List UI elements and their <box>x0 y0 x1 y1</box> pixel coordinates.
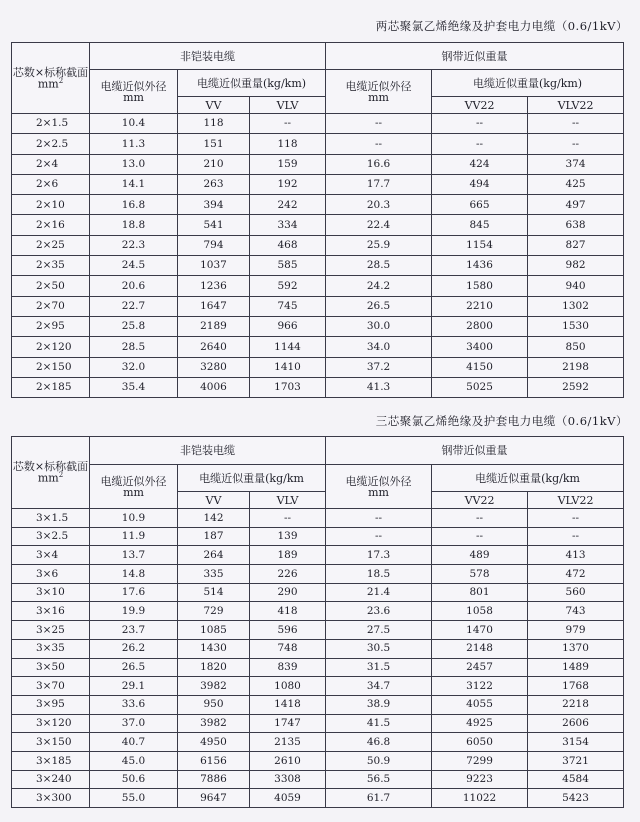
vlv22-weight-cell: 638 <box>528 215 624 235</box>
table-row <box>12 357 624 377</box>
vv22-weight-cell: 4925 <box>432 714 528 733</box>
vlv-weight-cell: 118 <box>250 134 326 154</box>
vlv22-weight-cell: 850 <box>528 337 624 357</box>
armored-outer-diameter-cell: 25.9 <box>326 235 432 255</box>
table-row <box>12 256 624 276</box>
vv22-header: VV22 <box>432 492 528 509</box>
vv22-weight-cell: 665 <box>432 195 528 215</box>
spec-cell: 2×120 <box>12 337 90 357</box>
vlv22-weight-cell: 827 <box>528 235 624 255</box>
vv-weight-cell: 3280 <box>178 357 250 377</box>
table-row <box>12 377 624 397</box>
outer-diameter-cell: 20.6 <box>90 276 178 296</box>
vv22-weight-cell: 845 <box>432 215 528 235</box>
vlv-weight-cell: 839 <box>250 658 326 677</box>
spec-cell: 3×70 <box>12 677 90 696</box>
vlv-weight-cell: 139 <box>250 527 326 546</box>
vv-weight-cell: 1085 <box>178 621 250 640</box>
vlv22-weight-cell: -- <box>528 527 624 546</box>
armored-outer-diameter-cell: 28.5 <box>326 256 432 276</box>
vlv22-weight-cell: -- <box>528 114 624 134</box>
spec-cell: 2×50 <box>12 276 90 296</box>
table-row <box>12 195 624 215</box>
vlv-weight-cell: 192 <box>250 174 326 194</box>
outer-diameter-cell: 37.0 <box>90 714 178 733</box>
spec-cell: 2×6 <box>12 174 90 194</box>
vlv22-weight-cell: 3154 <box>528 733 624 752</box>
outer-diameter-cell: 35.4 <box>90 377 178 397</box>
vlv22-weight-cell: 1302 <box>528 296 624 316</box>
table-row <box>12 639 624 658</box>
armored-outer-diameter-cell: 21.4 <box>326 583 432 602</box>
vv22-weight-cell: 7299 <box>432 751 528 770</box>
vv-weight-cell: 335 <box>178 565 250 584</box>
two-core-title: 两芯聚氯乙烯绝缘及护套电力电缆（0.6/1kV） <box>375 19 628 33</box>
vv-weight-cell: 514 <box>178 583 250 602</box>
vv-weight-cell: 187 <box>178 527 250 546</box>
armored-outer-diameter-cell: 50.9 <box>326 751 432 770</box>
vv-weight-cell: 7886 <box>178 770 250 789</box>
vlv-weight-cell: 745 <box>250 296 326 316</box>
outer-diameter-cell: 17.6 <box>90 583 178 602</box>
table-row <box>12 527 624 546</box>
table-row <box>12 733 624 752</box>
vv22-weight-cell: -- <box>432 527 528 546</box>
outer-diameter-cell: 13.7 <box>90 546 178 565</box>
vlv-weight-cell: 1410 <box>250 357 326 377</box>
table-row <box>12 677 624 696</box>
vv22-weight-cell: 489 <box>432 546 528 565</box>
spec-cell: 3×95 <box>12 695 90 714</box>
table-row <box>12 751 624 770</box>
vv22-weight-cell: 9223 <box>432 770 528 789</box>
spec-cell: 3×4 <box>12 546 90 565</box>
vv-weight-cell: 9647 <box>178 789 250 808</box>
vlv-weight-cell: 966 <box>250 316 326 336</box>
vv22-weight-cell: 2457 <box>432 658 528 677</box>
armored-outer-diameter-cell: 22.4 <box>326 215 432 235</box>
vlv-weight-cell: 1418 <box>250 695 326 714</box>
vv22-weight-cell: 1436 <box>432 256 528 276</box>
vlv-weight-cell: 290 <box>250 583 326 602</box>
spec-cell: 3×6 <box>12 565 90 584</box>
spec-cell: 3×2.5 <box>12 527 90 546</box>
armored-outer-diameter-cell: 17.3 <box>326 546 432 565</box>
three-core-table <box>11 436 624 808</box>
vlv22-weight-cell: 2218 <box>528 695 624 714</box>
vlv-weight-cell: 592 <box>250 276 326 296</box>
table-row <box>12 714 624 733</box>
vv-weight-cell: 4006 <box>178 377 250 397</box>
outer-diameter-cell: 19.9 <box>90 602 178 621</box>
armored-outer-diameter-cell: 30.0 <box>326 316 432 336</box>
vlv-weight-cell: -- <box>250 114 326 134</box>
weight-header: 电缆近似重量(kg/km <box>178 465 326 492</box>
vlv22-weight-cell: 413 <box>528 546 624 565</box>
vv-weight-cell: 2189 <box>178 316 250 336</box>
vv22-weight-cell: 5025 <box>432 377 528 397</box>
table-row <box>12 621 624 640</box>
vlv-weight-cell: 1747 <box>250 714 326 733</box>
outer-diameter-cell: 40.7 <box>90 733 178 752</box>
vlv22-weight-cell: 982 <box>528 256 624 276</box>
two-core-table <box>11 42 624 398</box>
outer-diameter-cell: 11.3 <box>90 134 178 154</box>
vlv22-weight-cell: 374 <box>528 154 624 174</box>
vlv22-weight-cell: 5423 <box>528 789 624 808</box>
armored-outer-diameter-cell: 34.7 <box>326 677 432 696</box>
outer-diameter-cell: 10.4 <box>90 114 178 134</box>
vv-weight-cell: 1236 <box>178 276 250 296</box>
weight-header-armored: 电缆近似重量(kg/km <box>432 465 624 492</box>
vv-weight-cell: 1430 <box>178 639 250 658</box>
spec-cell: 3×185 <box>12 751 90 770</box>
vlv-weight-cell: 468 <box>250 235 326 255</box>
od-header-armored: 电缆近似外径 mm <box>326 465 432 509</box>
spec-cell: 2×70 <box>12 296 90 316</box>
table-row <box>12 134 624 154</box>
vlv22-weight-cell: 2592 <box>528 377 624 397</box>
vlv-weight-cell: 334 <box>250 215 326 235</box>
outer-diameter-cell: 50.6 <box>90 770 178 789</box>
vlv22-weight-cell: 4584 <box>528 770 624 789</box>
outer-diameter-cell: 14.1 <box>90 174 178 194</box>
vlv22-weight-cell: 3721 <box>528 751 624 770</box>
spec-cell: 3×25 <box>12 621 90 640</box>
vv-weight-cell: 3982 <box>178 677 250 696</box>
vv-weight-cell: 541 <box>178 215 250 235</box>
vv22-weight-cell: 2800 <box>432 316 528 336</box>
vv22-weight-cell: 11022 <box>432 789 528 808</box>
armored-outer-diameter-cell: 26.5 <box>326 296 432 316</box>
vlv22-header: VLV22 <box>528 97 624 114</box>
vv-weight-cell: 794 <box>178 235 250 255</box>
armored-outer-diameter-cell: 56.5 <box>326 770 432 789</box>
table-row <box>12 509 624 528</box>
vv-weight-cell: 151 <box>178 134 250 154</box>
vv-weight-cell: 950 <box>178 695 250 714</box>
armored-header: 钢带近似重量 <box>326 437 624 465</box>
table-row <box>12 154 624 174</box>
vlv-weight-cell: 189 <box>250 546 326 565</box>
spec-header: 芯数×标称截面 $mm^2$ <box>12 43 90 114</box>
vv22-weight-cell: 4150 <box>432 357 528 377</box>
vlv22-weight-cell: -- <box>528 509 624 528</box>
outer-diameter-cell: 14.8 <box>90 565 178 584</box>
spec-cell: 3×10 <box>12 583 90 602</box>
outer-diameter-cell: 32.0 <box>90 357 178 377</box>
vlv-weight-cell: 1703 <box>250 377 326 397</box>
weight-header: 电缆近似重量(kg/km) <box>178 70 326 97</box>
outer-diameter-cell: 11.9 <box>90 527 178 546</box>
vv-weight-cell: 1820 <box>178 658 250 677</box>
outer-diameter-cell: 45.0 <box>90 751 178 770</box>
outer-diameter-cell: 18.8 <box>90 215 178 235</box>
vlv-weight-cell: 418 <box>250 602 326 621</box>
armored-outer-diameter-cell: -- <box>326 509 432 528</box>
table-row <box>12 276 624 296</box>
armored-outer-diameter-cell: 18.5 <box>326 565 432 584</box>
vlv22-weight-cell: 472 <box>528 565 624 584</box>
spec-cell: 2×16 <box>12 215 90 235</box>
spec-cell: 3×300 <box>12 789 90 808</box>
vv-weight-cell: 263 <box>178 174 250 194</box>
spec-cell: 2×25 <box>12 235 90 255</box>
vlv22-weight-cell: 1768 <box>528 677 624 696</box>
spec-cell: 3×35 <box>12 639 90 658</box>
table-row <box>12 337 624 357</box>
table-row <box>12 174 624 194</box>
vlv22-weight-cell: 560 <box>528 583 624 602</box>
table-row <box>12 215 624 235</box>
armored-outer-diameter-cell: 16.6 <box>326 154 432 174</box>
weight-header-armored: 电缆近似重量(kg/km) <box>432 70 624 97</box>
vv-weight-cell: 210 <box>178 154 250 174</box>
spec-header: 芯数×标称截面 $mm^2$ <box>12 437 90 509</box>
vv22-weight-cell: 1058 <box>432 602 528 621</box>
vv22-weight-cell: 3122 <box>432 677 528 696</box>
vlv-weight-cell: 1080 <box>250 677 326 696</box>
vv-weight-cell: 729 <box>178 602 250 621</box>
od-header: 电缆近似外径 mm <box>90 465 178 509</box>
vv-weight-cell: 2640 <box>178 337 250 357</box>
vlv22-weight-cell: 743 <box>528 602 624 621</box>
vv-weight-cell: 1037 <box>178 256 250 276</box>
armored-outer-diameter-cell: 46.8 <box>326 733 432 752</box>
vv22-weight-cell: 6050 <box>432 733 528 752</box>
vv-header: VV <box>178 97 250 114</box>
vv22-weight-cell: 2210 <box>432 296 528 316</box>
table-row <box>12 770 624 789</box>
vv-weight-cell: 264 <box>178 546 250 565</box>
vlv22-header: VLV22 <box>528 492 624 509</box>
spec-cell: 2×4 <box>12 154 90 174</box>
outer-diameter-cell: 22.7 <box>90 296 178 316</box>
vv-weight-cell: 6156 <box>178 751 250 770</box>
vlv-header: VLV <box>250 492 326 509</box>
spec-cell: 2×95 <box>12 316 90 336</box>
spec-cell: 3×240 <box>12 770 90 789</box>
armored-outer-diameter-cell: 30.5 <box>326 639 432 658</box>
vv-weight-cell: 4950 <box>178 733 250 752</box>
table-row <box>12 546 624 565</box>
spec-cell: 2×10 <box>12 195 90 215</box>
armored-outer-diameter-cell: -- <box>326 114 432 134</box>
vv22-weight-cell: 4055 <box>432 695 528 714</box>
outer-diameter-cell: 16.8 <box>90 195 178 215</box>
vlv22-weight-cell: 1489 <box>528 658 624 677</box>
outer-diameter-cell: 26.5 <box>90 658 178 677</box>
vv22-weight-cell: 1470 <box>432 621 528 640</box>
outer-diameter-cell: 25.8 <box>90 316 178 336</box>
spec-cell: 3×120 <box>12 714 90 733</box>
armored-outer-diameter-cell: -- <box>326 527 432 546</box>
outer-diameter-cell: 22.3 <box>90 235 178 255</box>
spec-cell: 3×1.5 <box>12 509 90 528</box>
table-row <box>12 658 624 677</box>
armored-header: 钢带近似重量 <box>326 43 624 70</box>
vv-weight-cell: 394 <box>178 195 250 215</box>
spec-cell: 2×150 <box>12 357 90 377</box>
table-row <box>12 565 624 584</box>
outer-diameter-cell: 29.1 <box>90 677 178 696</box>
vv22-weight-cell: -- <box>432 134 528 154</box>
table-row <box>12 235 624 255</box>
vv22-weight-cell: 2148 <box>432 639 528 658</box>
spec-cell: 2×35 <box>12 256 90 276</box>
table-row <box>12 789 624 808</box>
vv22-weight-cell: 494 <box>432 174 528 194</box>
armored-outer-diameter-cell: 17.7 <box>326 174 432 194</box>
armored-outer-diameter-cell: 41.5 <box>326 714 432 733</box>
vlv22-weight-cell: 2198 <box>528 357 624 377</box>
armored-outer-diameter-cell: 31.5 <box>326 658 432 677</box>
vlv22-weight-cell: 940 <box>528 276 624 296</box>
vlv-weight-cell: 2135 <box>250 733 326 752</box>
outer-diameter-cell: 28.5 <box>90 337 178 357</box>
vv22-weight-cell: 1580 <box>432 276 528 296</box>
vlv-header: VLV <box>250 97 326 114</box>
table-row <box>12 602 624 621</box>
vlv22-weight-cell: 2606 <box>528 714 624 733</box>
table-row <box>12 114 624 134</box>
vlv-weight-cell: 4059 <box>250 789 326 808</box>
vv-weight-cell: 142 <box>178 509 250 528</box>
vv22-weight-cell: -- <box>432 509 528 528</box>
vlv22-weight-cell: 979 <box>528 621 624 640</box>
vlv-weight-cell: 585 <box>250 256 326 276</box>
spec-cell: 2×2.5 <box>12 134 90 154</box>
vlv-weight-cell: 2610 <box>250 751 326 770</box>
vv22-weight-cell: 1154 <box>432 235 528 255</box>
vv22-weight-cell: 3400 <box>432 337 528 357</box>
armored-outer-diameter-cell: 38.9 <box>326 695 432 714</box>
armored-outer-diameter-cell: 61.7 <box>326 789 432 808</box>
vv-weight-cell: 118 <box>178 114 250 134</box>
table-row <box>12 695 624 714</box>
armored-outer-diameter-cell: 20.3 <box>326 195 432 215</box>
vlv-weight-cell: -- <box>250 509 326 528</box>
armored-outer-diameter-cell: 41.3 <box>326 377 432 397</box>
vlv-weight-cell: 3308 <box>250 770 326 789</box>
vlv22-weight-cell: -- <box>528 134 624 154</box>
vlv22-weight-cell: 1530 <box>528 316 624 336</box>
vv22-weight-cell: 801 <box>432 583 528 602</box>
outer-diameter-cell: 33.6 <box>90 695 178 714</box>
vlv-weight-cell: 159 <box>250 154 326 174</box>
outer-diameter-cell: 24.5 <box>90 256 178 276</box>
outer-diameter-cell: 55.0 <box>90 789 178 808</box>
armored-outer-diameter-cell: 34.0 <box>326 337 432 357</box>
vv-header: VV <box>178 492 250 509</box>
vv-weight-cell: 3982 <box>178 714 250 733</box>
armored-outer-diameter-cell: 24.2 <box>326 276 432 296</box>
vlv-weight-cell: 1144 <box>250 337 326 357</box>
spec-cell: 2×1.5 <box>12 114 90 134</box>
table-row <box>12 316 624 336</box>
vlv22-weight-cell: 1370 <box>528 639 624 658</box>
outer-diameter-cell: 13.0 <box>90 154 178 174</box>
spec-cell: 2×185 <box>12 377 90 397</box>
armored-outer-diameter-cell: 23.6 <box>326 602 432 621</box>
vv22-weight-cell: 424 <box>432 154 528 174</box>
outer-diameter-cell: 10.9 <box>90 509 178 528</box>
vlv-weight-cell: 242 <box>250 195 326 215</box>
od-header: 电缆近似外径 mm <box>90 70 178 114</box>
spec-cell: 3×50 <box>12 658 90 677</box>
table-row <box>12 583 624 602</box>
three-core-title: 三芯聚氯乙烯绝缘及护套电力电缆（0.6/1kV） <box>375 414 628 428</box>
vv-weight-cell: 1647 <box>178 296 250 316</box>
vlv-weight-cell: 596 <box>250 621 326 640</box>
unarmored-header: 非铠装电缆 <box>90 43 326 70</box>
vlv22-weight-cell: 425 <box>528 174 624 194</box>
vv22-header: VV22 <box>432 97 528 114</box>
armored-outer-diameter-cell: 37.2 <box>326 357 432 377</box>
vv22-weight-cell: 578 <box>432 565 528 584</box>
vv22-weight-cell: -- <box>432 114 528 134</box>
spec-cell: 3×16 <box>12 602 90 621</box>
unarmored-header: 非铠装电缆 <box>90 437 326 465</box>
vlv-weight-cell: 748 <box>250 639 326 658</box>
outer-diameter-cell: 23.7 <box>90 621 178 640</box>
table-row <box>12 296 624 316</box>
spec-cell: 3×150 <box>12 733 90 752</box>
outer-diameter-cell: 26.2 <box>90 639 178 658</box>
vlv22-weight-cell: 497 <box>528 195 624 215</box>
od-header-armored: 电缆近似外径 mm <box>326 70 432 114</box>
armored-outer-diameter-cell: 27.5 <box>326 621 432 640</box>
vlv-weight-cell: 226 <box>250 565 326 584</box>
armored-outer-diameter-cell: -- <box>326 134 432 154</box>
